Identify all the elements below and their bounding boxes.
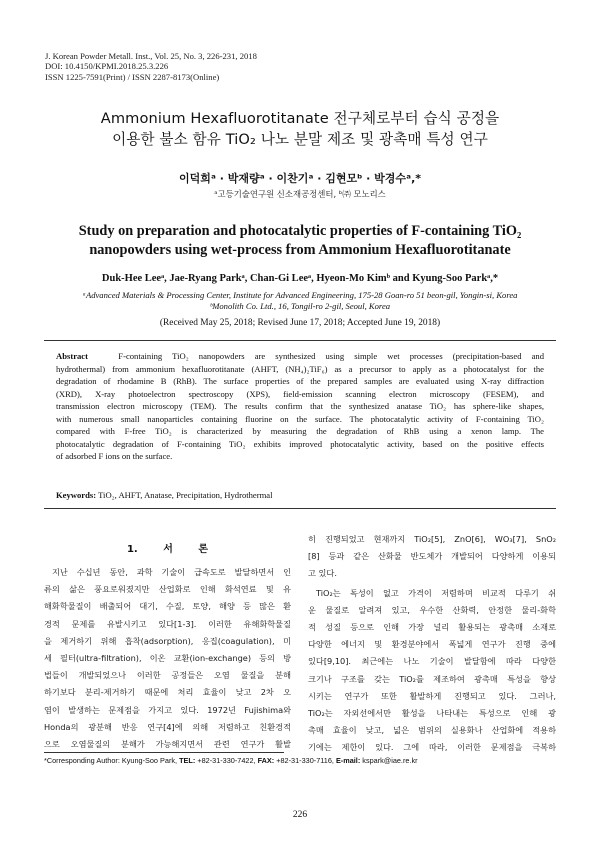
body-line: 크기나 구조를 갖는 TiO₂를 제조하여 광촉매 특성을 향상 (308, 673, 556, 684)
footnote-tel: +82-31-330-7422, (195, 756, 258, 765)
korean-authors: 이덕희ᵃ · 박재량ᵃ · 이찬기ᵃ · 김현모ᵇ · 박경수ᵃ,* (178, 172, 422, 185)
body-line: 지난 수십년 동안, 과학 기술이 급속도로 발달하면서 인 (52, 567, 291, 577)
body-line: 염이 발생하는 문제점을 가지고 있다. 1972년 Fujishima와 (44, 704, 291, 715)
abstract-label: Abstract (56, 351, 88, 361)
abstract-line: hydrothermal) from ammonium hexafluorotitanate (AHFT, (NH₄)₂TiF₆) as a precursor to apply as a photocatalyst for the (56, 363, 544, 374)
body-line: TiO₂는 자외선에서만 활성을 나타내는 특성으로 인해 광 (308, 708, 556, 719)
body-line: Honda의 광분해 반응 연구[4]에 의해 저렴하고 친환경적 (44, 721, 291, 732)
english-title (40, 222, 560, 260)
footnote-email-label: E-mail: (335, 756, 361, 765)
body-line: 기에는 제한이 있다. 그에 따라, 이러한 문제점을 극복하 (308, 742, 556, 753)
journal-issn: ISSN 1225-7591(Print) / ISSN 2287-8173(Online) (45, 71, 220, 82)
body-line: 법들이 개발되었으나 이러한 공정들은 오염 물질을 분해 (44, 670, 291, 681)
body-column-right (308, 531, 556, 757)
abstract-line: (XRD), X-ray photoelectron spectroscopy (XPS), field-emission scanning electron microscopy (FESEM), and (56, 388, 544, 399)
korean-title-line-1: Ammonium Hexafluorotitanate 전구체로부터 습식 공정을 (100, 110, 500, 127)
korean-title-line-2: 이용한 불소 함유 TiO₂ 나노 분말 제조 및 광촉매 특성 연구 (112, 131, 488, 148)
journal-doi: DOI: 10.4150/KPMI.2018.25.3.226 (45, 61, 169, 72)
abstract-line: transmission electron microscopy (TEM). The results confirm that the synthesized anatase TiO₂ has sphere-like shapes, (56, 401, 544, 411)
abstract-line: of adsorbed F ions on the surface. (56, 451, 173, 461)
body-line: 적 성질 등으로 인해 가장 널리 활용되는 광촉매 소재로 (308, 622, 556, 633)
body-line: TiO₂는 독성이 없고 가격이 저렴하며 비교적 다루기 쉬 (316, 587, 556, 598)
korean-affiliation: ᵃ고등기술연구원 신소재공정센터, ᵇ㈜ 모노리스 (214, 189, 386, 199)
abstract-line: compared with F-free TiO₂ is characterized by measuring the degradation of RhB using a xenon lamp. The (56, 426, 544, 436)
english-affiliation-b: ᵇMonolith Co. Ltd., 16, Tongil-ro 2-gil, Seoul, Korea (209, 300, 391, 311)
received-dates: (Received May 25, 2018; Revised June 17, 2018; Accepted June 19, 2018) (159, 318, 441, 328)
english-title-line-1: Study on preparation and photocatalytic properties of F-containing TiO₂ (78, 223, 522, 239)
abstract-bottom-rule (44, 508, 556, 509)
keywords (56, 490, 544, 500)
section-heading-introduction: 1. 서 론 (126, 544, 209, 555)
abstract-top-rule (44, 340, 556, 341)
english-title-line-2: nanopowders using wet-process from Ammonium Hexafluorotitanate (89, 242, 511, 258)
footnote-rule (44, 752, 284, 753)
body-line: 고 있다. (308, 568, 337, 579)
body-line: 하기보다 분리-제거하기 때문에 처리 효율이 낮고 2차 오 (44, 687, 291, 698)
corresponding-author-footnote (44, 756, 418, 765)
footnote-tel-label: TEL: (179, 756, 196, 765)
body-line: 히 진행되었고 현재까지 TiO₂[5], ZnO[6], WO₃[7], SnO₂ (308, 534, 556, 544)
journal-info (45, 51, 257, 82)
body-line: 운 물질로 알려져 있고, 우수한 산화력, 안정한 물리-화학 (308, 604, 556, 615)
footnote-email: kspark@iae.re.kr (360, 756, 418, 765)
abstract (56, 350, 544, 463)
footnote-fax: +82-31-330-7116, (274, 756, 336, 765)
body-line: 해화학물질이 배출되어 대기, 수질, 토양, 해양 등 많은 환 (44, 601, 291, 612)
korean-title (40, 108, 560, 150)
body-line: [8] 등과 같은 산화물 반도체가 개발되어 다양하게 이용되 (308, 551, 556, 562)
journal-citation: J. Korean Powder Metall. Inst., Vol. 25, No. 3, 226-231, 2018 (45, 51, 257, 61)
body-line: 세 필터(ultra-filtration), 이온 교환(ion-exchange) 등의 방 (44, 653, 291, 664)
abstract-line: photocatalytic degradation of F-containing TiO₂ exhibits improved photocatalytic activity, based on the positive effects (56, 438, 544, 449)
body-line: 으로 오염물질의 분해가 가능해지면서 관련 연구가 활발 (44, 739, 291, 750)
page-number: 226 (292, 810, 308, 820)
body-line: 류의 삶은 풍요로워졌지만 산업화로 인해 화석연료 및 유 (44, 584, 291, 595)
body-line: 있다[9,10]. 최근에는 나노 기술이 발달함에 따라 다양한 (308, 656, 556, 667)
body-column-left (44, 564, 291, 753)
abstract-line: degradation of rhodamine B (RhB). The surface properties of the prepared samples are evaluated using X-ray diffraction (56, 376, 544, 386)
footnote-fax-label: FAX: (257, 756, 275, 765)
english-affiliation-a: ᵃAdvanced Materials & Processing Center, Institute for Advanced Engineering, 175-28 Goan-ro 51 beon-gil, Yongin-si, Korea (82, 290, 518, 300)
body-line: 을 제거하기 위해 흡착(adsorption), 응집(coagulation), 미 (44, 635, 291, 646)
body-line: 경적 문제를 유발시키고 있다[1-3]. 이러한 유해화학물질 (44, 618, 291, 629)
english-affiliation (20, 290, 580, 311)
keywords-label: Keywords: (56, 490, 97, 500)
keywords-text: TiO₂, AHFT, Anatase, Precipitation, Hydrothermal (98, 490, 273, 500)
english-authors: Duk-Hee Leeᵃ, Jae-Ryang Parkᵃ, Chan-Gi Leeᵃ, Hyeon-Mo Kimᵇ and Kyung-Soo Parkᵃ,* (101, 273, 499, 284)
body-line: 촉매 효율이 낮고, 넓은 범위의 실용화나 산업화에 적용하 (308, 725, 556, 736)
body-line: 시키는 연구가 또한 활발하게 진행되고 있다. 그러나, (308, 690, 556, 701)
footnote-prefix: *Corresponding Author: Kyung-Soo Park, (44, 756, 180, 765)
abstract-text: F-containing TiO₂ nanopowders are synthesized using simple wet processes (precipitation-based and (118, 351, 545, 361)
abstract-line: with numerous small nanoparticles containing fluorine on the surface. The photocatalytic activity of F-containing TiO₂ (56, 413, 544, 424)
body-line: 다양한 에너지 및 환경분야에서 폭넓게 연구가 진행 중에 (308, 639, 556, 650)
abstract-line (56, 350, 544, 363)
